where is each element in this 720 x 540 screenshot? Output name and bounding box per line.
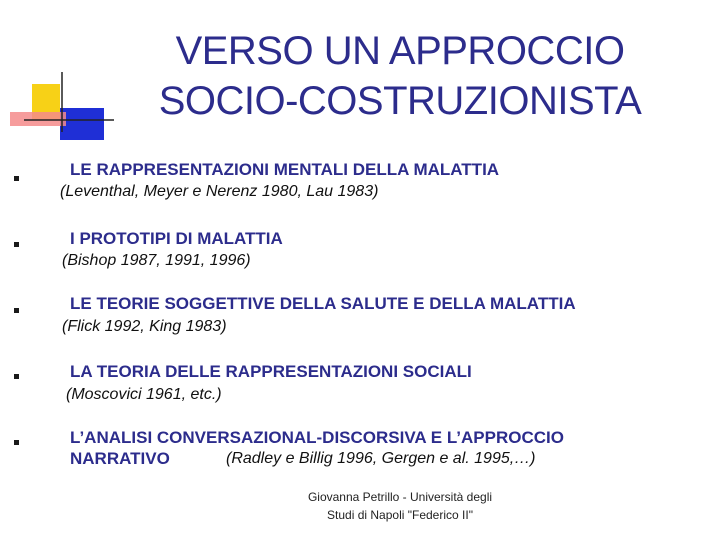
item-reference-2: (Bishop 1987, 1991, 1996) xyxy=(62,252,251,269)
slide-title-line-2: SOCIO-COSTRUZIONISTA xyxy=(158,79,642,123)
footer-credit xyxy=(290,488,510,524)
item-heading-3: LE TEORIE SOGGETTIVE DELLA SALUTE E DELLA MALATTIA xyxy=(70,294,576,313)
bullet-icon xyxy=(14,440,19,445)
bullet-icon xyxy=(14,242,19,247)
item-heading-5-continued: NARRATIVO xyxy=(70,449,170,468)
item-reference-3: (Flick 1992, King 1983) xyxy=(62,318,227,335)
footer-line-2: Studi di Napoli "Federico II" xyxy=(327,508,473,522)
item-reference-1: (Leventhal, Meyer e Nerenz 1980, Lau 1983) xyxy=(60,183,379,200)
bullet-icon xyxy=(14,374,19,379)
item-reference-4: (Moscovici 1961, etc.) xyxy=(66,386,222,403)
bullet-icon xyxy=(14,176,19,181)
slide-title-line-1: VERSO UN APPROCCIO xyxy=(175,29,625,73)
logo-red-bar xyxy=(10,112,66,126)
item-reference-5: (Radley e Billig 1996, Gergen e al. 1995,…) xyxy=(226,450,536,467)
footer-line-1: Giovanna Petrillo - Università degli xyxy=(307,490,493,504)
item-heading-5: L’ANALISI CONVERSAZIONAL-DISCORSIVA E L’APPROCCIO xyxy=(70,428,564,447)
item-heading-4: LA TEORIA DELLE RAPPRESENTAZIONI SOCIALI xyxy=(70,362,472,381)
item-heading-2: I PROTOTIPI DI MALATTIA xyxy=(70,229,283,248)
bullet-icon xyxy=(14,308,19,313)
item-heading-1: LE RAPPRESENTAZIONI MENTALI DELLA MALATTIA xyxy=(70,160,500,179)
